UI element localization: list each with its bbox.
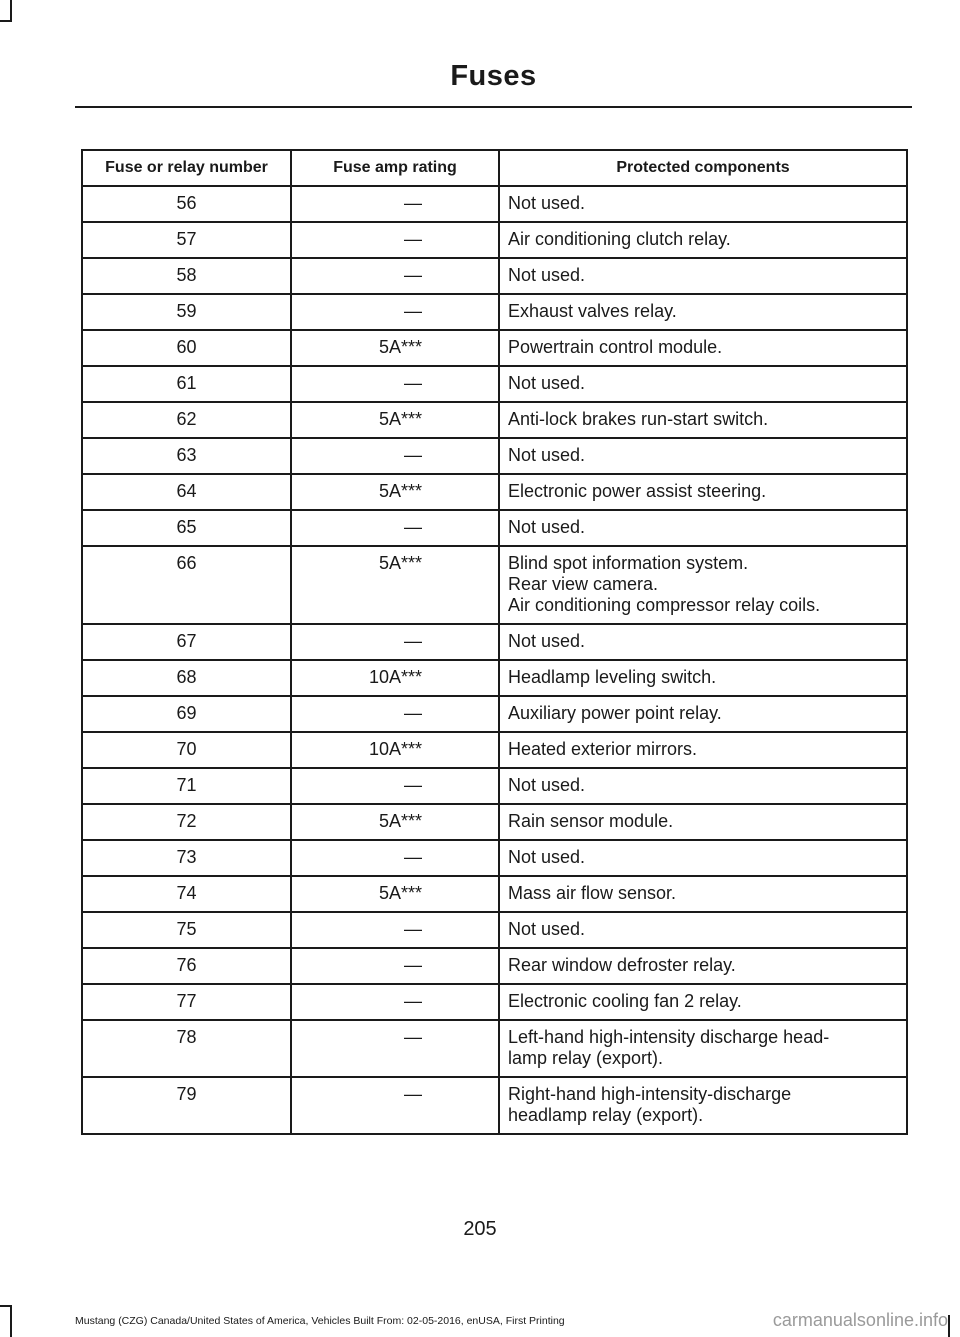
- table-row: [82, 222, 907, 258]
- fuse-number: 73: [82, 840, 291, 876]
- component-line: Headlamp leveling switch.: [508, 667, 717, 687]
- table-row: [82, 768, 907, 804]
- table-row: [82, 438, 907, 474]
- protected-components: [499, 696, 907, 732]
- component-line: lamp relay (export).: [508, 1048, 664, 1068]
- table-row: [82, 258, 907, 294]
- table-row: [82, 984, 907, 1020]
- protected-components: [499, 768, 907, 804]
- crop-mark: [10, 0, 12, 22]
- fuse-amp-rating: —: [291, 222, 499, 258]
- component-line: Electronic power assist steering.: [508, 481, 767, 501]
- fuse-amp-rating: 5A***: [291, 330, 499, 366]
- component-line: Not used.: [508, 775, 586, 795]
- fuse-amp-rating: —: [291, 696, 499, 732]
- table-row: [82, 948, 907, 984]
- component-line: Powertrain control module.: [508, 337, 723, 357]
- protected-components: [499, 402, 907, 438]
- header-amp-rating: Fuse amp rating: [291, 150, 499, 186]
- fuse-table: [81, 149, 908, 1135]
- component-line: Air conditioning clutch relay.: [508, 229, 731, 249]
- protected-components: [499, 984, 907, 1020]
- protected-components: [499, 876, 907, 912]
- table-row: [82, 402, 907, 438]
- watermark: carmanualsonline.info: [772, 1310, 948, 1330]
- table-row: [82, 696, 907, 732]
- fuse-amp-rating: —: [291, 912, 499, 948]
- protected-components: [499, 912, 907, 948]
- component-line: Exhaust valves relay.: [508, 301, 677, 321]
- fuse-number: 68: [82, 660, 291, 696]
- fuse-amp-rating: 5A***: [291, 402, 499, 438]
- fuse-number: 66: [82, 546, 291, 624]
- table-row: [82, 1077, 907, 1134]
- page-title: Fuses: [450, 60, 537, 92]
- crop-mark: [948, 1315, 950, 1337]
- fuse-amp-rating: —: [291, 294, 499, 330]
- protected-components: [499, 732, 907, 768]
- table-row: [82, 660, 907, 696]
- protected-components: [499, 294, 907, 330]
- protected-components: [499, 1020, 907, 1077]
- component-line: Not used.: [508, 445, 586, 465]
- fuse-amp-rating: —: [291, 438, 499, 474]
- fuse-amp-rating: —: [291, 510, 499, 546]
- protected-components: [499, 804, 907, 840]
- header-fuse-number: Fuse or relay number: [82, 150, 291, 186]
- protected-components: [499, 222, 907, 258]
- table-row: [82, 330, 907, 366]
- fuse-number: 76: [82, 948, 291, 984]
- protected-components: [499, 474, 907, 510]
- component-line: Air conditioning compressor relay coils.: [508, 595, 821, 615]
- header-row: [82, 150, 907, 186]
- component-line: Auxiliary power point relay.: [508, 703, 722, 723]
- component-line: Anti-lock brakes run-start switch.: [508, 409, 769, 429]
- component-line: Not used.: [508, 517, 586, 537]
- fuse-amp-rating: —: [291, 768, 499, 804]
- protected-components: [499, 660, 907, 696]
- table-row: [82, 294, 907, 330]
- fuse-number: 64: [82, 474, 291, 510]
- crop-mark: [0, 20, 12, 22]
- component-line: Not used.: [508, 847, 586, 867]
- table-row: [82, 510, 907, 546]
- fuse-table-body: [82, 186, 907, 1134]
- fuse-number: 67: [82, 624, 291, 660]
- fuse-amp-rating: —: [291, 186, 499, 222]
- fuse-amp-rating: 10A***: [291, 660, 499, 696]
- fuse-number: 61: [82, 366, 291, 402]
- table-row: [82, 804, 907, 840]
- fuse-number: 79: [82, 1077, 291, 1134]
- component-line: Not used.: [508, 193, 586, 213]
- fuse-amp-rating: 5A***: [291, 804, 499, 840]
- protected-components: [499, 546, 907, 624]
- protected-components: [499, 330, 907, 366]
- fuse-amp-rating: —: [291, 840, 499, 876]
- fuse-amp-rating: —: [291, 984, 499, 1020]
- table-row: [82, 546, 907, 624]
- component-line: Electronic cooling fan 2 relay.: [508, 991, 742, 1011]
- fuse-number: 71: [82, 768, 291, 804]
- fuse-amp-rating: —: [291, 366, 499, 402]
- fuse-amp-rating: 5A***: [291, 876, 499, 912]
- fuse-number: 72: [82, 804, 291, 840]
- fuse-amp-rating: —: [291, 624, 499, 660]
- fuse-number: 69: [82, 696, 291, 732]
- page-number: 205: [463, 1218, 497, 1240]
- protected-components: [499, 840, 907, 876]
- crop-mark: [0, 1305, 12, 1307]
- component-line: Not used.: [508, 631, 586, 651]
- fuse-number: 63: [82, 438, 291, 474]
- fuse-number: 77: [82, 984, 291, 1020]
- fuse-table-header: [82, 150, 907, 186]
- table-row: [82, 912, 907, 948]
- protected-components: [499, 510, 907, 546]
- fuse-number: 59: [82, 294, 291, 330]
- fuse-number: 78: [82, 1020, 291, 1077]
- protected-components: [499, 948, 907, 984]
- component-line: Not used.: [508, 265, 586, 285]
- component-line: Blind spot information system.: [508, 553, 749, 573]
- component-line: Heated exterior mirrors.: [508, 739, 698, 759]
- component-line: Left-hand high-intensity discharge head-: [508, 1027, 830, 1047]
- fuse-amp-rating: —: [291, 1077, 499, 1134]
- table-row: [82, 366, 907, 402]
- table-row: [82, 1020, 907, 1077]
- component-line: Not used.: [508, 373, 586, 393]
- fuse-number: 75: [82, 912, 291, 948]
- protected-components: [499, 438, 907, 474]
- table-row: [82, 186, 907, 222]
- title-divider: [75, 106, 912, 108]
- header-protected-components: Protected components: [499, 150, 907, 186]
- fuse-number: 70: [82, 732, 291, 768]
- table-row: [82, 474, 907, 510]
- fuse-amp-rating: —: [291, 1020, 499, 1077]
- component-line: Not used.: [508, 919, 586, 939]
- table-row: [82, 876, 907, 912]
- fuse-amp-rating: 5A***: [291, 546, 499, 624]
- protected-components: [499, 624, 907, 660]
- component-line: Mass air flow sensor.: [508, 883, 677, 903]
- component-line: Rear view camera.: [508, 574, 659, 594]
- footer-text: Mustang (CZG) Canada/United States of America, Vehicles Built From: 02-05-2016, enUSA, First Printing: [75, 1315, 565, 1327]
- fuse-amp-rating: —: [291, 948, 499, 984]
- fuse-number: 60: [82, 330, 291, 366]
- component-line: Right-hand high-intensity-discharge: [508, 1084, 792, 1104]
- table-row: [82, 840, 907, 876]
- protected-components: [499, 258, 907, 294]
- crop-mark: [10, 1305, 12, 1337]
- table-row: [82, 624, 907, 660]
- component-line: headlamp relay (export).: [508, 1105, 704, 1125]
- component-line: Rear window defroster relay.: [508, 955, 736, 975]
- fuse-number: 62: [82, 402, 291, 438]
- protected-components: [499, 186, 907, 222]
- protected-components: [499, 1077, 907, 1134]
- fuse-amp-rating: 5A***: [291, 474, 499, 510]
- fuse-amp-rating: —: [291, 258, 499, 294]
- fuse-number: 56: [82, 186, 291, 222]
- fuse-amp-rating: 10A***: [291, 732, 499, 768]
- fuse-number: 57: [82, 222, 291, 258]
- table-row: [82, 732, 907, 768]
- fuse-number: 74: [82, 876, 291, 912]
- component-line: Rain sensor module.: [508, 811, 674, 831]
- fuse-number: 58: [82, 258, 291, 294]
- fuse-number: 65: [82, 510, 291, 546]
- protected-components: [499, 366, 907, 402]
